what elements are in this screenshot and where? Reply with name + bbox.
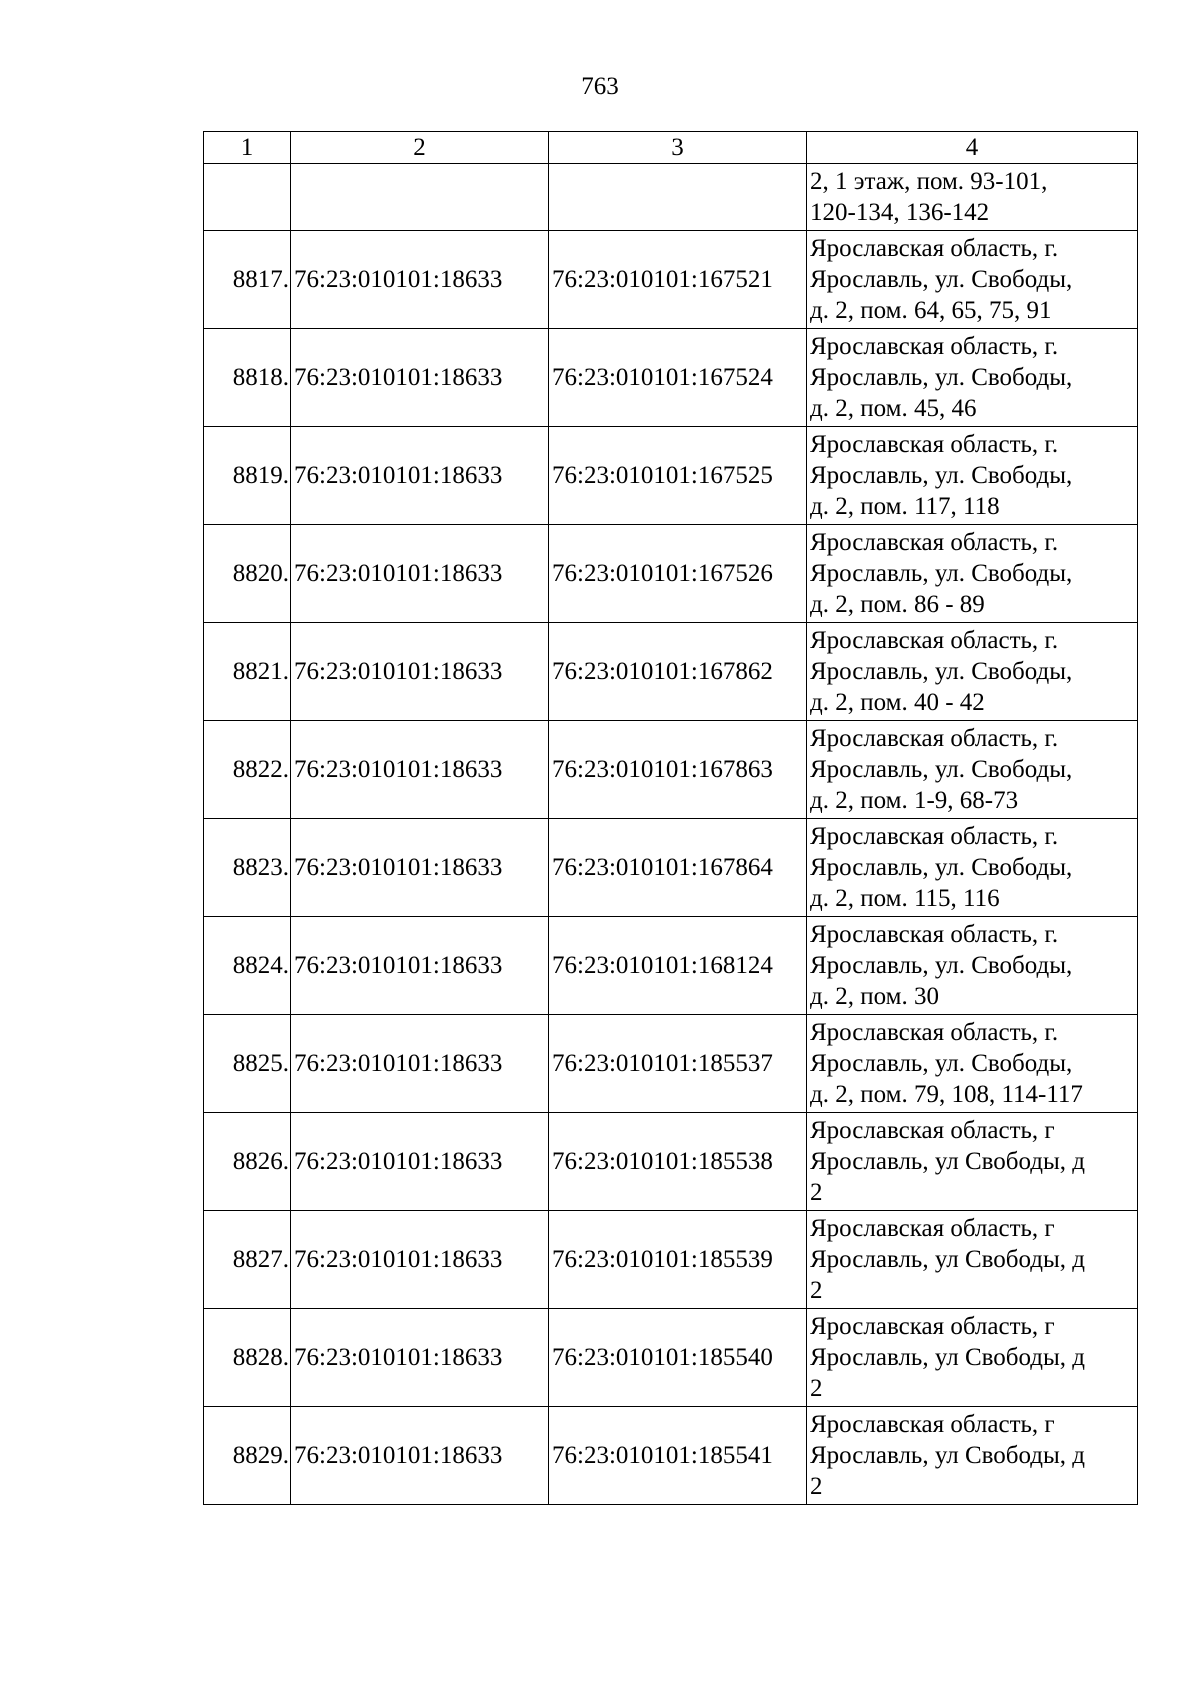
- address-line: д. 2, пом. 45, 46: [810, 395, 977, 422]
- address-line: Ярославская область, г.: [810, 529, 1059, 556]
- cadastral-number-cell: 76:23:010101:185538: [549, 1113, 807, 1211]
- table-row: [204, 917, 1138, 1015]
- column-header-1: 1: [204, 132, 291, 164]
- column-header-4: 4: [807, 132, 1138, 164]
- address-line: Ярославль, ул Свободы, д: [810, 1246, 1085, 1273]
- header-row: [204, 132, 1138, 164]
- table-row: [204, 721, 1138, 819]
- address-line: Ярославль, ул. Свободы,: [810, 266, 1073, 293]
- address-line: Ярославль, ул. Свободы,: [810, 756, 1073, 783]
- address-cell: [807, 721, 1138, 819]
- row-number-cell: 8820.: [204, 525, 291, 623]
- address-line: 120-134, 136-142: [810, 199, 990, 226]
- table-body: [204, 164, 1138, 1505]
- row-number-cell: 8823.: [204, 819, 291, 917]
- address-cell: [807, 231, 1138, 329]
- parent-cadastral-cell: 76:23:010101:18633: [291, 721, 549, 819]
- cadastral-number-cell: 76:23:010101:167525: [549, 427, 807, 525]
- row-number-cell: 8827.: [204, 1211, 291, 1309]
- column-header-2: 2: [291, 132, 549, 164]
- address-line: Ярославская область, г.: [810, 725, 1059, 752]
- address-cell: [807, 1113, 1138, 1211]
- address-line: 2: [810, 1473, 823, 1500]
- table-row: [204, 329, 1138, 427]
- table-row: [204, 623, 1138, 721]
- continuation-row: [204, 164, 1138, 231]
- cadastral-number-cell: 76:23:010101:167521: [549, 231, 807, 329]
- address-line: 2, 1 этаж, пом. 93-101,: [810, 168, 1048, 195]
- table-row: [204, 525, 1138, 623]
- row-number-cell: 8819.: [204, 427, 291, 525]
- parent-cadastral-cell: 76:23:010101:18633: [291, 1113, 549, 1211]
- empty-cell: [291, 164, 549, 231]
- parent-cadastral-cell: 76:23:010101:18633: [291, 329, 549, 427]
- address-cell: [807, 1309, 1138, 1407]
- page-number: 763: [581, 73, 619, 100]
- address-cell: [807, 164, 1138, 231]
- cadastral-number-cell: 76:23:010101:185540: [549, 1309, 807, 1407]
- address-line: Ярославская область, г.: [810, 333, 1059, 360]
- cadastral-number-cell: 76:23:010101:167863: [549, 721, 807, 819]
- cadastral-number-cell: 76:23:010101:167526: [549, 525, 807, 623]
- empty-cell: [549, 164, 807, 231]
- table-row: [204, 1407, 1138, 1505]
- table-row: [204, 427, 1138, 525]
- table-row: [204, 819, 1138, 917]
- parent-cadastral-cell: 76:23:010101:18633: [291, 819, 549, 917]
- address-line: Ярославская область, г: [810, 1117, 1055, 1144]
- row-number-cell: 8817.: [204, 231, 291, 329]
- row-number-cell: 8829.: [204, 1407, 291, 1505]
- parent-cadastral-cell: 76:23:010101:18633: [291, 427, 549, 525]
- cadastral-number-cell: 76:23:010101:185541: [549, 1407, 807, 1505]
- table-row: [204, 1309, 1138, 1407]
- address-line: д. 2, пом. 30: [810, 983, 939, 1010]
- table-header: [204, 132, 1138, 164]
- table-row: [204, 1113, 1138, 1211]
- table-row: [204, 1015, 1138, 1113]
- address-line: Ярославль, ул Свободы, д: [810, 1148, 1085, 1175]
- address-cell: [807, 623, 1138, 721]
- address-line: Ярославль, ул. Свободы,: [810, 1050, 1073, 1077]
- address-line: д. 2, пом. 117, 118: [810, 493, 1000, 520]
- address-line: Ярославль, ул. Свободы,: [810, 952, 1073, 979]
- cadastral-number-cell: 76:23:010101:185537: [549, 1015, 807, 1113]
- cadastral-number-cell: 76:23:010101:167524: [549, 329, 807, 427]
- registry-table: [203, 131, 1138, 1505]
- parent-cadastral-cell: 76:23:010101:18633: [291, 525, 549, 623]
- address-line: Ярославская область, г: [810, 1313, 1055, 1340]
- row-number-cell: 8828.: [204, 1309, 291, 1407]
- address-cell: [807, 917, 1138, 1015]
- address-line: Ярославль, ул. Свободы,: [810, 462, 1073, 489]
- address-line: Ярославская область, г: [810, 1411, 1055, 1438]
- address-line: Ярославская область, г.: [810, 921, 1059, 948]
- cadastral-number-cell: 76:23:010101:168124: [549, 917, 807, 1015]
- address-line: Ярославская область, г.: [810, 1019, 1059, 1046]
- address-line: д. 2, пом. 40 - 42: [810, 689, 985, 716]
- parent-cadastral-cell: 76:23:010101:18633: [291, 1309, 549, 1407]
- address-line: Ярославль, ул. Свободы,: [810, 854, 1073, 881]
- address-cell: [807, 1015, 1138, 1113]
- address-cell: [807, 525, 1138, 623]
- parent-cadastral-cell: 76:23:010101:18633: [291, 1015, 549, 1113]
- address-line: Ярославская область, г: [810, 1215, 1055, 1242]
- table-row: [204, 231, 1138, 329]
- address-cell: [807, 329, 1138, 427]
- address-line: Ярославская область, г.: [810, 627, 1059, 654]
- address-cell: [807, 1407, 1138, 1505]
- address-line: д. 2, пом. 1-9, 68-73: [810, 787, 1019, 814]
- table-row: [204, 1211, 1138, 1309]
- row-number-cell: 8821.: [204, 623, 291, 721]
- parent-cadastral-cell: 76:23:010101:18633: [291, 623, 549, 721]
- address-line: Ярославль, ул. Свободы,: [810, 364, 1073, 391]
- address-cell: [807, 427, 1138, 525]
- address-line: 2: [810, 1277, 823, 1304]
- empty-cell: [204, 164, 291, 231]
- address-line: 2: [810, 1375, 823, 1402]
- address-line: Ярославль, ул. Свободы,: [810, 560, 1073, 587]
- row-number-cell: 8818.: [204, 329, 291, 427]
- column-header-3: 3: [549, 132, 807, 164]
- address-cell: [807, 1211, 1138, 1309]
- parent-cadastral-cell: 76:23:010101:18633: [291, 231, 549, 329]
- address-line: д. 2, пом. 86 - 89: [810, 591, 985, 618]
- cadastral-number-cell: 76:23:010101:185539: [549, 1211, 807, 1309]
- address-line: Ярославль, ул Свободы, д: [810, 1442, 1085, 1469]
- address-cell: [807, 819, 1138, 917]
- parent-cadastral-cell: 76:23:010101:18633: [291, 917, 549, 1015]
- row-number-cell: 8826.: [204, 1113, 291, 1211]
- parent-cadastral-cell: 76:23:010101:18633: [291, 1211, 549, 1309]
- cadastral-number-cell: 76:23:010101:167862: [549, 623, 807, 721]
- address-line: д. 2, пом. 115, 116: [810, 885, 1000, 912]
- address-line: Ярославская область, г.: [810, 431, 1059, 458]
- address-line: 2: [810, 1179, 823, 1206]
- row-number-cell: 8825.: [204, 1015, 291, 1113]
- parent-cadastral-cell: 76:23:010101:18633: [291, 1407, 549, 1505]
- address-line: Ярославская область, г.: [810, 823, 1059, 850]
- row-number-cell: 8824.: [204, 917, 291, 1015]
- cadastral-number-cell: 76:23:010101:167864: [549, 819, 807, 917]
- address-line: Ярославль, ул Свободы, д: [810, 1344, 1085, 1371]
- address-line: д. 2, пом. 79, 108, 114-117: [810, 1081, 1083, 1108]
- address-line: Ярославль, ул. Свободы,: [810, 658, 1073, 685]
- address-line: д. 2, пом. 64, 65, 75, 91: [810, 297, 1052, 324]
- row-number-cell: 8822.: [204, 721, 291, 819]
- address-line: Ярославская область, г.: [810, 235, 1059, 262]
